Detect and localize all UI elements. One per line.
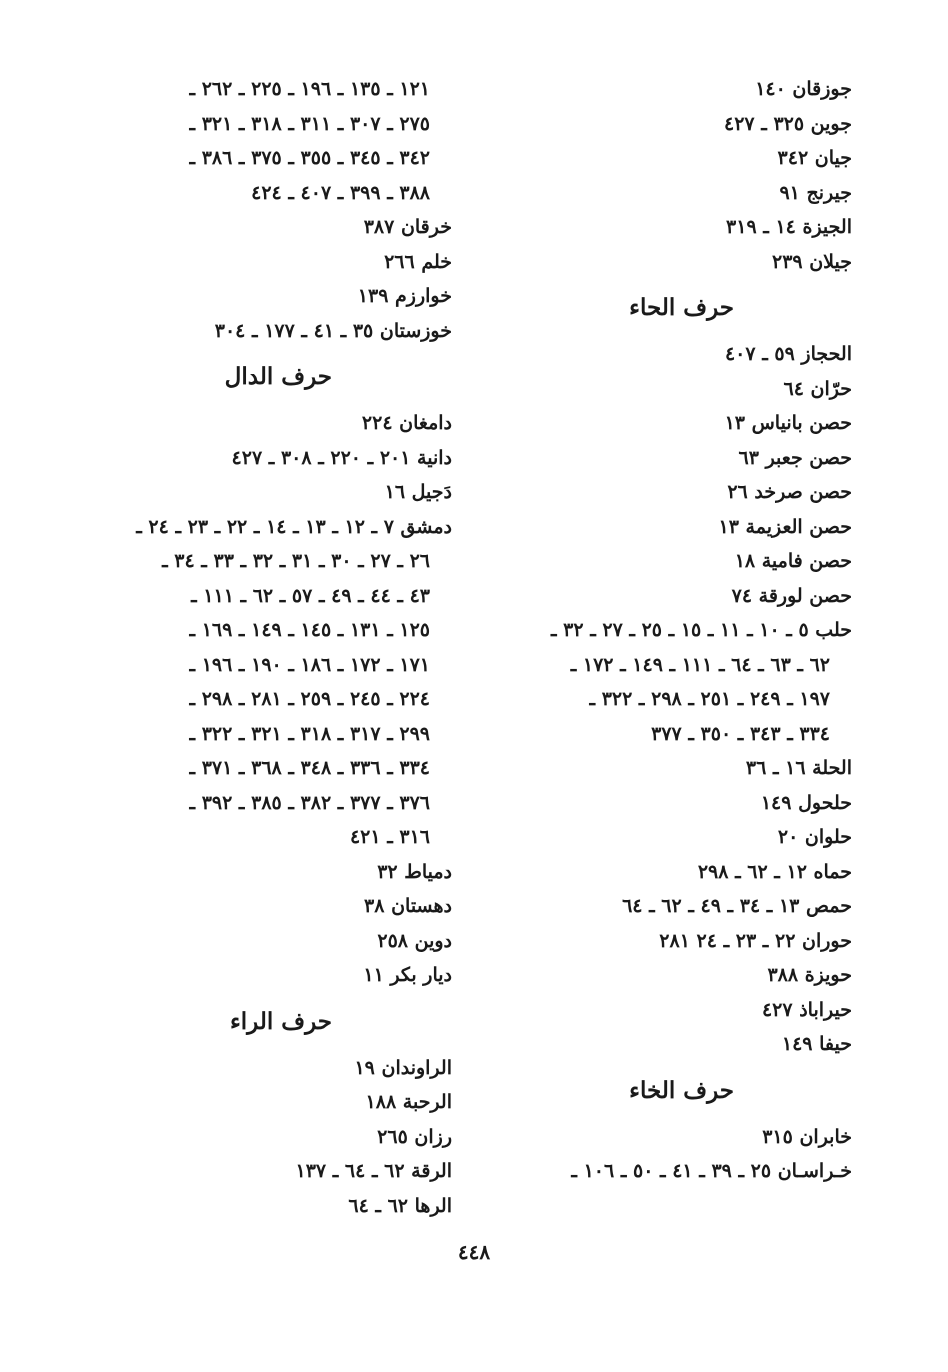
index-entry-continuation: ١٩٧ ـ ٢٤٩ ـ ٢٥١ ـ ٢٩٨ ـ ٣٢٢ ـ xyxy=(589,688,830,710)
index-entry: حوران ٢٢ ـ ٢٣ ـ ٢٤ ٢٨١ xyxy=(659,929,852,952)
index-entry: الحلة ١٦ ـ ٣٦ xyxy=(745,757,852,779)
index-entry: الرها ٦٢ ـ ٦٤ xyxy=(348,1194,452,1217)
index-entry-continuation: ٣٧٦ ـ ٣٧٧ ـ ٣٨٢ ـ ٣٨٥ ـ ٣٩٢ ـ xyxy=(189,791,430,814)
index-entry-continuation: ٤٣ ـ ٤٤ ـ ٤٩ ـ ٥٧ ـ ٦٢ ـ ١١١ ـ xyxy=(191,584,430,607)
index-entry: الحجاز ٥٩ ـ ٤٠٧ xyxy=(724,343,852,365)
index-entry: دمشق ٧ ـ ١٢ ـ ١٣ ـ ١٤ ـ ٢٢ ـ ٢٣ ـ ٢٤ ـ xyxy=(136,515,452,538)
index-entry: رزان ٢٦٥ xyxy=(377,1125,452,1148)
section-heading: حرف الدال xyxy=(224,363,332,390)
index-entry: حيراباذ ٤٢٧ xyxy=(761,998,852,1021)
index-entry: حلحول ١٤٩ xyxy=(760,791,852,814)
index-entry: الرقة ٦٢ ـ ٦٤ ـ ١٣٧ xyxy=(295,1160,452,1182)
index-entry-continuation: ٢٩٩ ـ ٣١٧ ـ ٣١٨ ـ ٣٢١ ـ ٣٢٢ ـ xyxy=(189,722,430,745)
index-entry-continuation: ١٢٥ ـ ١٣١ ـ ١٤٥ ـ ١٤٩ ـ ١٦٩ ـ xyxy=(189,619,430,641)
index-entry-continuation: ١٢١ ـ ١٣٥ ـ ١٩٦ ـ ٢٢٥ ـ ٢٦٢ ـ xyxy=(189,78,430,100)
index-entry: الرحبة ١٨٨ xyxy=(365,1091,452,1113)
section-heading: حرف الحاء xyxy=(629,294,734,321)
index-entry: حصن بانياس ١٣ xyxy=(724,412,852,434)
index-entry-continuation: ٣٣٤ ـ ٣٤٣ ـ ٣٥٠ ـ ٣٧٧ xyxy=(651,722,830,745)
index-entry: دهستان ٣٨ xyxy=(364,895,452,917)
section-heading: حرف الراء xyxy=(229,1007,332,1035)
index-entry: جيلان ٢٣٩ xyxy=(771,250,852,273)
index-entry-continuation: ٦٢ ـ ٦٣ ـ ٦٤ ـ ١١١ ـ ١٤٩ ـ ١٧٢ ـ xyxy=(570,653,830,676)
index-entry: حصن العزيمة ١٣ xyxy=(718,515,852,538)
index-entry: خرقان ٣٨٧ xyxy=(363,216,452,238)
index-entry: خـراسـان ٢٥ ـ ٣٩ ـ ٤١ ـ ٥٠ ـ ١٠٦ ـ xyxy=(571,1160,852,1182)
index-entry: الراوندان ١٩ xyxy=(354,1056,452,1079)
index-entry-continuation: ١٧١ ـ ١٧٢ ـ ١٨٦ ـ ١٩٠ ـ ١٩٦ ـ xyxy=(189,653,430,676)
index-entry: حلوان ٢٠ xyxy=(777,826,852,848)
index-entry-continuation: ٢٧٥ ـ ٣٠٧ ـ ٣١١ ـ ٣١٨ ـ ٣٢١ ـ xyxy=(189,112,430,135)
index-entry: حيفا ١٤٩ xyxy=(781,1033,852,1055)
index-entry: حصن لورقة ٧٤ xyxy=(731,584,852,607)
index-column-right xyxy=(492,72,852,1189)
index-entry-continuation: ٣٨٨ ـ ٣٩٩ ـ ٤٠٧ ـ ٤٢٤ xyxy=(251,181,430,204)
index-entry: دمياط ٣٢ xyxy=(377,860,452,883)
index-entry-continuation: ٣٤٢ ـ ٣٤٥ ـ ٣٥٥ ـ ٣٧٥ ـ ٣٨٦ ـ xyxy=(189,147,430,169)
index-entry: دانية ٢٠١ ـ ٢٢٠ ـ ٣٠٨ ـ ٤٢٧ xyxy=(231,446,452,469)
index-entry: الجيزة ١٤ ـ ٣١٩ xyxy=(726,216,852,238)
index-entry: دامغان ٢٢٤ xyxy=(361,412,452,434)
index-entry: حصن فامية ١٨ xyxy=(734,550,852,572)
index-entry: خابران ٣١٥ xyxy=(762,1125,852,1148)
index-entry: جيرنج ٩١ xyxy=(779,181,852,204)
index-entry: خوزستان ٣٥ ـ ٤١ ـ ١٧٧ ـ ٣٠٤ xyxy=(214,319,452,342)
index-entry-continuation: ٣١٦ ـ ٤٢١ xyxy=(349,826,430,848)
index-entry: دوين ٢٥٨ xyxy=(377,929,452,952)
index-entry-continuation: ٢٦ ـ ٢٧ ـ ٣٠ ـ ٣١ ـ ٣٢ ـ ٣٣ ـ ٣٤ ـ xyxy=(162,550,430,572)
index-entry: حويزة ٣٨٨ xyxy=(767,964,852,986)
index-entry: حماه ١٢ ـ ٦٢ ـ ٢٩٨ xyxy=(697,860,852,883)
index-entry: دَجيل ١٦ xyxy=(384,481,452,503)
index-entry: ديار بكر ١١ xyxy=(363,964,452,986)
index-entry: خلم ٢٦٦ xyxy=(384,250,452,273)
index-entry: حصن صرخد ٢٦ xyxy=(727,481,852,503)
index-entry: حلب ٥ ـ ١٠ ـ ١١ ـ ١٥ ـ ٢٥ ـ ٢٧ ـ ٣٢ ـ xyxy=(550,619,852,641)
section-heading: حرف الخاء xyxy=(629,1076,734,1104)
index-entry-continuation: ٢٢٤ ـ ٢٤٥ ـ ٢٥٩ ـ ٢٨١ ـ ٢٩٨ ـ xyxy=(189,688,430,710)
index-entry: حمص ١٣ ـ ٣٤ ـ ٤٩ ـ ٦٢ ـ ٦٤ xyxy=(622,895,852,917)
index-entry: حصن جعبر ٦٣ xyxy=(738,446,852,469)
index-entry: جيان ٣٤٢ xyxy=(777,147,852,169)
index-entry: حرّان ٦٤ xyxy=(783,377,852,400)
index-entry: جوزقان ١٤٠ xyxy=(755,78,852,100)
index-entry: جوين ٣٢٥ ـ ٤٢٧ xyxy=(724,112,852,135)
index-entry-continuation: ٣٣٤ ـ ٣٣٦ ـ ٣٤٨ ـ ٣٦٨ ـ ٣٧١ ـ xyxy=(189,757,430,779)
index-column-left xyxy=(92,72,452,1223)
index-entry: خوارزم ١٣٩ xyxy=(357,285,452,307)
page-number: ٤٤٨ xyxy=(457,1240,491,1264)
